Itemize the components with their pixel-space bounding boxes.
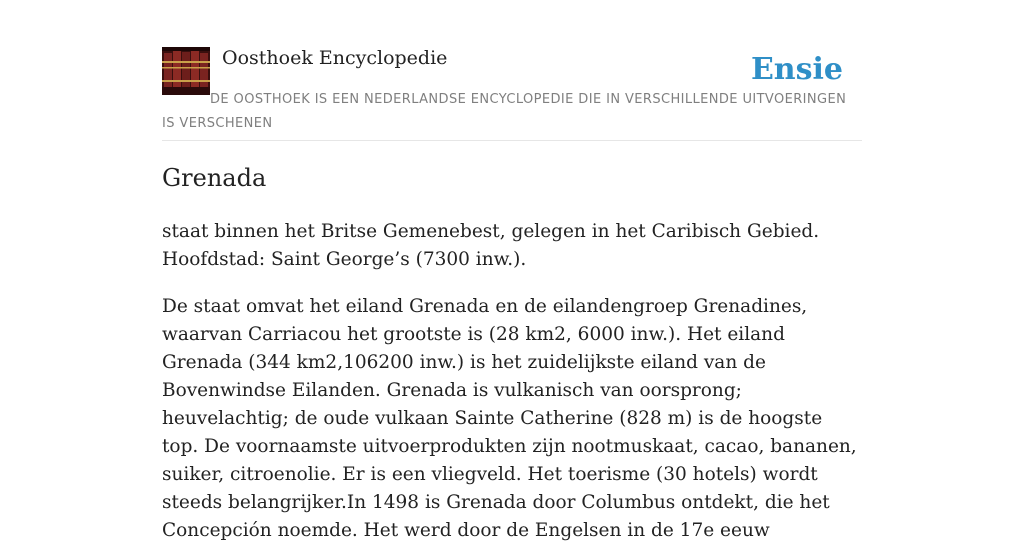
brand-logo-link[interactable]: Ensie — [750, 52, 843, 87]
article — [162, 158, 862, 545]
article-title: Grenada — [162, 164, 267, 192]
article-paragraph: De staat omvat het eiland Grenada en de eilandengroep Grenadines, waarvan Carriacou het grootste is (28 km2, 6000 inw.). Het eiland Grenada (344 km2,106200 inw.) is het zuidelijkste eiland van de Bovenwindse Eilanden. Grenada is vulkanisch van oorsprong; heuvelachtig; de oude vulkaan Sainte Catherine (828 m) is de hoogste top. De voornaamste uitvoerprodukten zijn nootmuskaat, cacao, bananen, suiker, citroenolie. Er is een vliegveld. Het toerisme (30 hotels) wordt steeds belangrijker.In 1498 is Grenada door Columbus ontdekt, die het Concepción noemde. Het werd door de Engelsen in de 17e eeuw — [162, 296, 857, 541]
publication-name[interactable]: Oosthoek Encyclopedie — [222, 47, 448, 69]
article-paragraph: staat binnen het Britse Gemenebest, gelegen in het Caribisch Gebied. Hoofdstad: Saint George’s (7300 inw.). — [162, 221, 820, 270]
publication-tagline: DE OOSTHOEK IS EEN NEDERLANDSE ENCYCLOPEDIE DIE IN VERSCHILLENDE UITVOERINGEN IS VERSCHENEN — [162, 92, 847, 131]
site-header — [162, 46, 862, 141]
